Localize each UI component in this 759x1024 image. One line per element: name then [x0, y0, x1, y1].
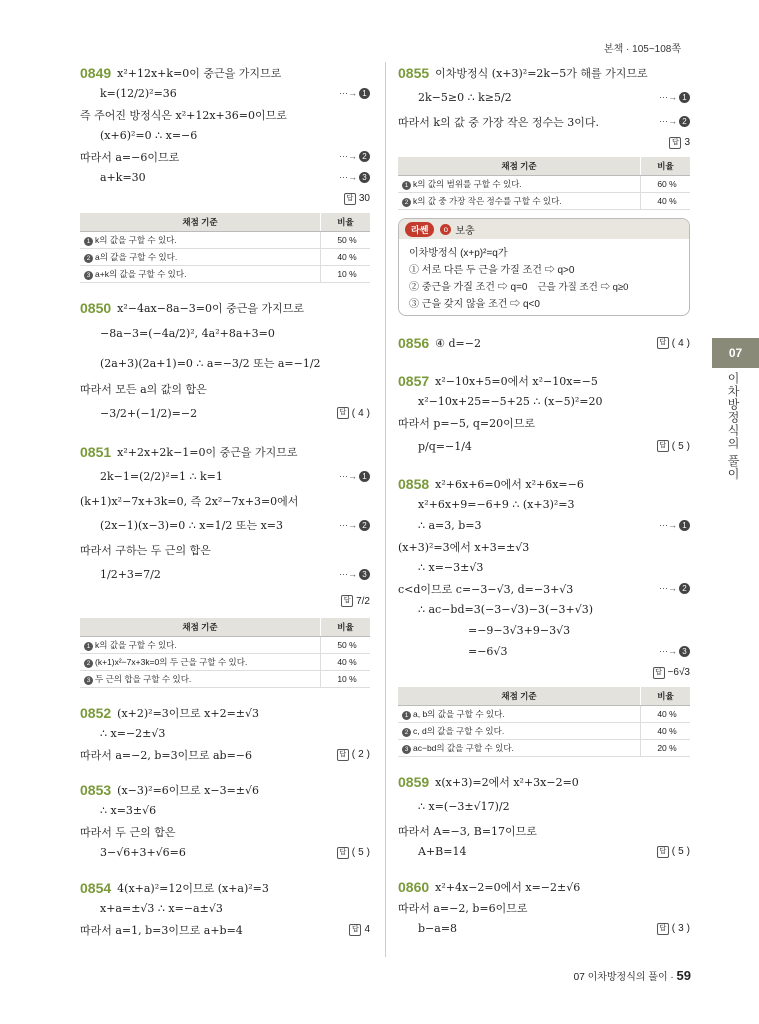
answer-icon: 답: [337, 847, 349, 859]
answer-0854: 답 4: [349, 924, 370, 936]
answer-icon: 답: [337, 749, 349, 761]
problem-0852: 0852 (x+2)²=3이므로 x+2=±√3: [80, 704, 260, 721]
chapter-tab[interactable]: 07: [712, 338, 759, 368]
problem-0850: 0850 x²−4ax−8a−3=0이 중근을 가지므로: [80, 299, 304, 316]
answer-0858: 답 −6√3: [653, 667, 690, 679]
answer-icon: 답: [653, 667, 665, 679]
problem-0851: 0851 x²+2x+2k−1=0이 중근을 가지므로: [80, 443, 298, 460]
answer-icon: 답: [669, 137, 681, 149]
answer-0849: 답 30: [344, 193, 370, 205]
answer-0853: 답 ( 5 ): [337, 847, 370, 859]
page-number: 59: [676, 968, 691, 983]
answer-icon: 답: [657, 440, 669, 452]
problem-0858: 0858 x²+6x+6=0에서 x²+6x=−6: [398, 475, 584, 492]
problem-0854: 0854 4(x+a)²=12이므로 (x+a)²=3: [80, 879, 269, 896]
problem-0855: 0855 이차방정식 (x+3)²=2k−5가 해를 가지므로: [398, 64, 648, 81]
problem-0853: 0853 (x−3)²=6이므로 x−3=±√6: [80, 781, 260, 798]
problem-0859: 0859 x(x+3)=2에서 x²+3x−2=0: [398, 773, 579, 790]
answer-icon: 답: [337, 407, 349, 419]
right-column: 0855 이차방정식 (x+3)²=2k−5가 해를 가지므로 2k−5≥0 ∴ k≥5/2 ⋯→ 1 따라서 k의 값 중 가장 작은 정수는 3이다. ⋯→ 2 답 3 채점 기준 비율 1 k의 값의 범위를 구할 수 있다. 60 % 2 k의 값 중 가장 작은 정수를 구할 수 있다. 40 % 라쎈 o 보충 이차방정식 (x+p)²=q가 ① 서로 다른 두 근을 가질 조건 ⇨ q>0 ② 중근을 가질 조건 ⇨ q=0 근을 가질 조건 ⇨ q≥0 ③ 근을 갖지 않을 조건 ⇨ q<0 0856 ④ d=−2 답 ( 4 ) 0857 x²−10x+5=0에서 x²−10x=−5 x²−10x+25=−5+25 ∴ (x−5)²=20 따라서 p=−5, q=20이므로 p/q=−1/4 답 ( 5 ) 0858 x²+6x+6=0에서 x²+6x=−6 x²+6x+9=−6+9 ∴ (x+3)²=3 ∴ a=3, b=3 ⋯→ 1 (x+3)²=3에서 x+3=±√3 ∴ x=−3±√3 c<d이므로 c=−3−√3, d=−3+√3 ⋯→ 2 ∴ ac−bd=3(−3−√3)−3(−3+√3) =−9−3√3+9−3√3 =−6√3 ⋯→ 3 답 −6√3 채점 기준 비율 1 a, b의 값을 구할 수 있다. 40 % 2 c, d의 값을 구할 수 있다. 40 % 3 ac−bd의 값을 구할 수 있다. 20 % 0859 x(x+3)=2에서 x²+3x−2=0 ∴ x=(−3±√17)/2 따라서 A=−3, B=17이므로 A+B=14 답 ( 5 ) 0860 x²+4x−2=0에서 x=−2±√6 따라서 a=−2, b=6이므로 b−a=8 답 ( 3 ): [398, 62, 690, 939]
answer-icon: 답: [341, 595, 353, 607]
problem-0860: 0860 x²+4x−2=0에서 x=−2±√6: [398, 878, 581, 895]
column-divider: [385, 62, 386, 957]
problem-0856: 0856 ④ d=−2 답 ( 4 ): [398, 335, 690, 351]
page-footer: 07 이차방정식의 풀이 · 59: [573, 968, 691, 983]
answer-icon: 답: [344, 193, 356, 205]
answer-0856: 답 ( 4 ): [657, 337, 690, 349]
check-icon: o: [440, 224, 451, 235]
answer-0857: 답 ( 5 ): [657, 440, 690, 452]
criteria-table-0849: 채점 기준 비율 1 k의 값을 구할 수 있다. 50 % 2 a의 값을 구할 수 있다. 40 % 3 a+k의 값을 구할 수 있다. 10 %: [80, 213, 370, 283]
answer-0860: 답 ( 3 ): [657, 923, 690, 935]
answer-icon: 답: [657, 846, 669, 858]
answer-icon: 답: [657, 923, 669, 935]
left-column: 0849 x²+12x+k=0이 중근을 가지므로 k=(12/2)²=36 ⋯→ 1 즉 주어진 방정식은 x²+12x+36=0이므로 (x+6)²=0 ∴ x=−6 따라서 a=−6이므로 ⋯→ 2 a+k=30 ⋯→ 3 답 30 채점 기준 비율 1 k의 값을 구할 수 있다. 50 % 2 a의 값을 구할 수 있다. 40 % 3 a+k의 값을 구할 수 있다. 10 % 0850 x²−4ax−8a−3=0이 중근을 가지므로 −8a−3=(−4a/2)², 4a²+8a+3=0 (2a+3)(2a+1)=0 ∴ a=−3/2 또는 a=−1/2 따라서 모든 a의 값의 합은 −3/2+(−1/2)=−2 답 ( 4 ) 0851 x²+2x+2k−1=0이 중근을 가지므로 2k−1=(2/2)²=1 ∴ k=1 ⋯→ 1 (k+1)x²−7x+3k=0, 즉 2x²−7x+3=0에서 (2x−1)(x−3)=0 ∴ x=1/2 또는 x=3 ⋯→ 2 따라서 구하는 두 근의 합은 1/2+3=7/2 ⋯→ 3 답 7/2 채점 기준 비율 1 k의 값을 구할 수 있다. 50 % 2 (k+1)x²−7x+3k=0의 두 근을 구할 수 있다. 40 % 3 두 근의 합을 구할 수 있다. 10 % 0852 (x+2)²=3이므로 x+2=±√3 ∴ x=−2±√3 따라서 a=−2, b=3이므로 ab=−6 답 ( 2 ) 0853 (x−3)²=6이므로 x−3=±√6 ∴ x=3±√6 따라서 두 근의 합은 3−√6+3+√6=6 답 ( 5 ) 0854 4(x+a)²=12이므로 (x+a)²=3 x+a=±√3 ∴ x=−a±√3 따라서 a=1, b=3이므로 a+b=4 답 4: [80, 62, 370, 940]
answer-icon: 답: [349, 924, 361, 936]
answer-0850: 답 ( 4 ): [337, 407, 370, 419]
answer-0859: 답 ( 5 ): [657, 846, 690, 858]
rassen-badge: 라쎈: [405, 222, 434, 237]
page-reference: 본책 · 105~108쪽: [603, 44, 681, 55]
criteria-table-0855: 채점 기준 비율 1 k의 값의 범위를 구할 수 있다. 60 % 2 k의 값 중 가장 작은 정수를 구할 수 있다. 40 %: [398, 157, 690, 210]
problem-0849: 0849 x²+12x+k=0이 중근을 가지므로: [80, 64, 282, 81]
problem-0857: 0857 x²−10x+5=0에서 x²−10x=−5: [398, 372, 598, 389]
criteria-table-0851: 채점 기준 비율 1 k의 값을 구할 수 있다. 50 % 2 (k+1)x²−7x+3k=0의 두 근을 구할 수 있다. 40 % 3 두 근의 합을 구할 수 있다. 10 %: [80, 618, 370, 688]
answer-0851: 답 7/2: [341, 595, 370, 607]
answer-0855: 답 3: [669, 137, 690, 149]
answer-0852: 답 ( 2 ): [337, 749, 370, 761]
supplement-box: 라쎈 o 보충 이차방정식 (x+p)²=q가 ① 서로 다른 두 근을 가질 조건 ⇨ q>0 ② 중근을 가질 조건 ⇨ q=0 근을 가질 조건 ⇨ q≥0 ③ 근을 갖지 않을 조건 ⇨ q<0: [398, 218, 690, 316]
criteria-table-0858: 채점 기준 비율 1 a, b의 값을 구할 수 있다. 40 % 2 c, d의 값을 구할 수 있다. 40 % 3 ac−bd의 값을 구할 수 있다. 20 %: [398, 687, 690, 757]
chapter-title: 이차방정식의 풀이: [726, 372, 740, 481]
answer-icon: 답: [657, 337, 669, 349]
